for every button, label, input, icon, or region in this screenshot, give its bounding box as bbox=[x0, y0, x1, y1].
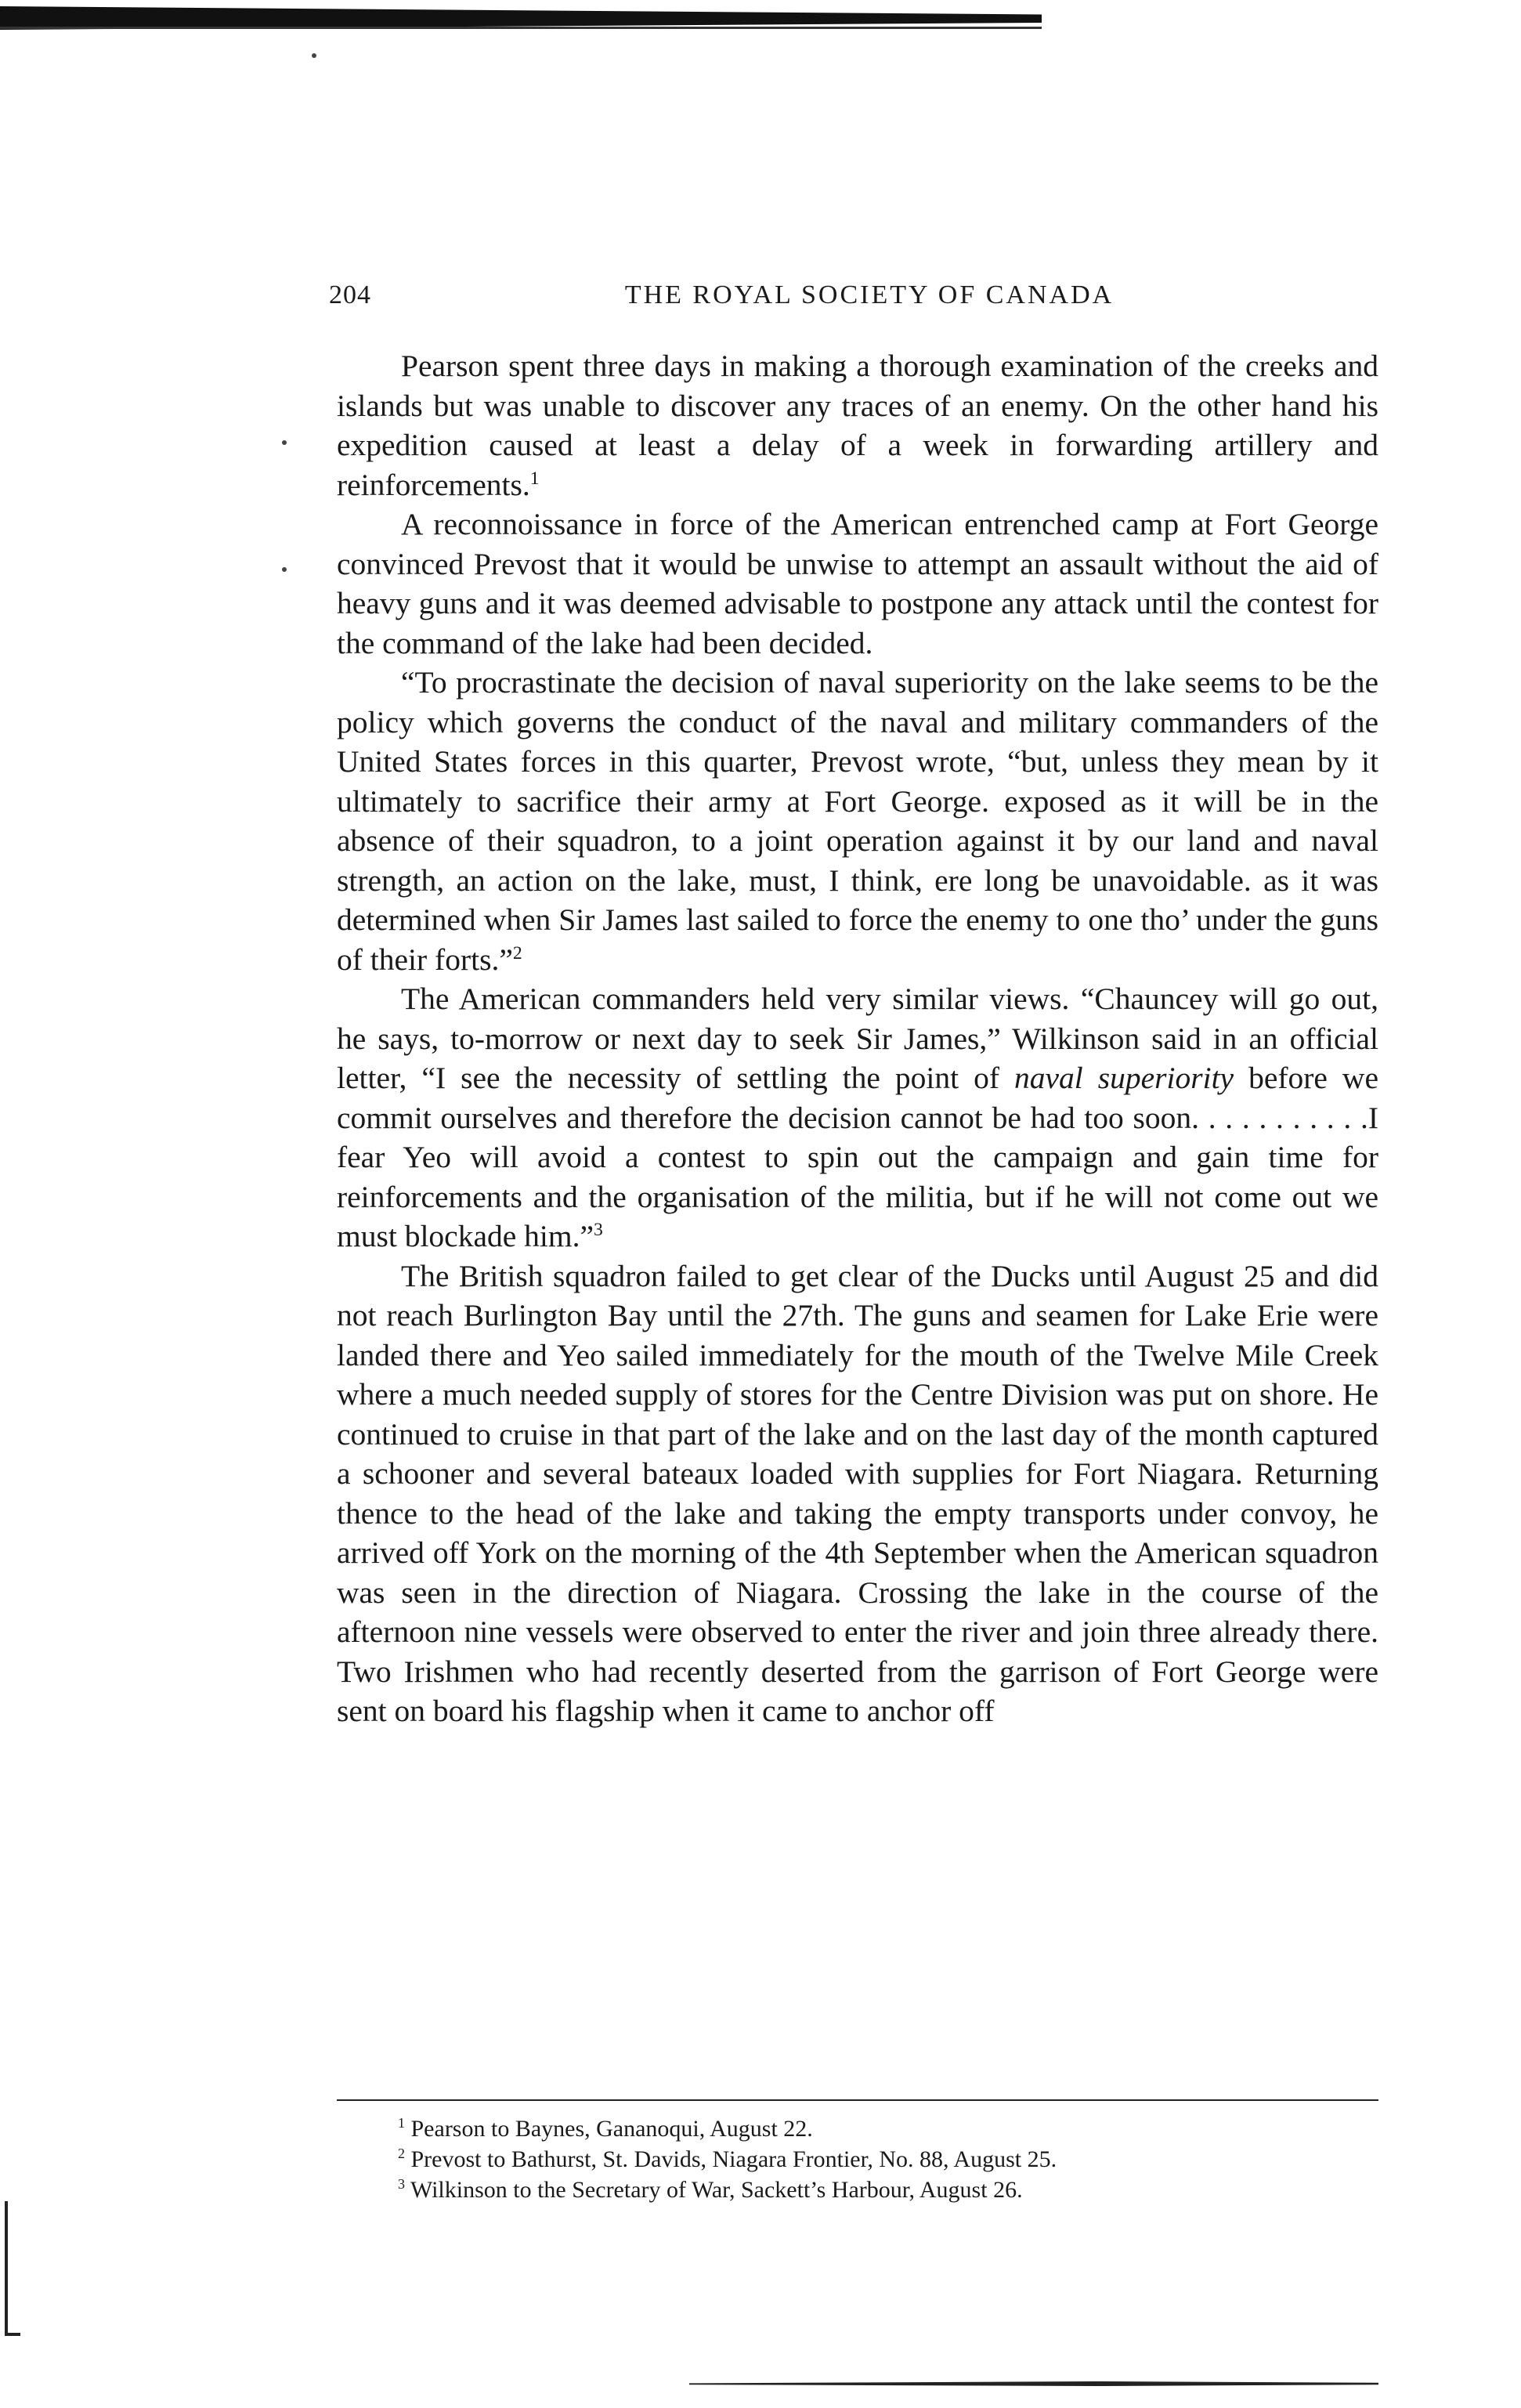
scan-margin-mark bbox=[5, 2201, 8, 2334]
body-text bbox=[337, 346, 1378, 1731]
footnote-ref: 2 bbox=[512, 942, 522, 964]
paragraph-text: The American commanders held very similar views. “Chauncey will go out, he says, to-morrow or next day to seek Sir James,” Wilkinson said in an official letter, “I see the necessity of settling the point of naval superiority before we commit ourselves and therefore the decision cannot be had too soon. . . . . . . . . . .I fear Yeo will avoid a contest to spin out the campaign and gain time for reinforcements and the organisation of the militia, but if he will not come out we must blockade him.” bbox=[337, 982, 1378, 1253]
paragraph bbox=[337, 504, 1378, 663]
footnote bbox=[398, 2113, 1377, 2144]
footnote-marker: 1 bbox=[398, 2115, 405, 2131]
scan-margin-tick bbox=[5, 2333, 20, 2336]
paragraph bbox=[337, 346, 1378, 504]
paragraph-text: Pearson spent three days in making a thorough examination of the creeks and islands but was unable to discover any traces of an enemy. On the other hand his expedition caused at least a delay of a week in forwarding artillery and reinforcements. bbox=[337, 349, 1378, 502]
footnote-marker: 2 bbox=[398, 2146, 405, 2161]
scan-bottom-rule bbox=[689, 2381, 1378, 2386]
paragraph bbox=[337, 979, 1378, 1256]
footnote bbox=[398, 2144, 1377, 2175]
footnote-rule bbox=[337, 2099, 1378, 2101]
paragraph-text: The British squadron failed to get clear of the Ducks until August 25 and did not reach Burlington Bay until the 27th. The guns and seamen for Lake Erie were landed there and Yeo sailed immediately for the mouth of the Twelve Mile Creek where a much needed supply of stores for the Centre Division was put on shore. He continued to cruise in that part of the lake and on the last day of the month captured a schooner and several bateaux loaded with supplies for Fort Niagara. Returning thence to the head of the lake and taking the empty transports under convoy, he arrived off York on the morning of the 4th September when the American squadron was seen in the direction of Niagara. Crossing the lake in the course of the afternoon nine vessels were observed to enter the river and join three already there. Two Irishmen who had recently deserted from the garrison of Fort George were sent on board his flagship when it came to anchor off bbox=[337, 1258, 1378, 1728]
footnotes bbox=[398, 2113, 1377, 2205]
footnote-ref: 3 bbox=[594, 1219, 603, 1240]
scan-speck bbox=[282, 440, 287, 445]
footnote-text: Pearson to Baynes, Gananoqui, August 22. bbox=[410, 2116, 813, 2142]
scan-speck bbox=[282, 567, 287, 572]
page-header bbox=[329, 280, 1410, 320]
paragraph-text: A reconnoissance in force of the American entrenched camp at Fort George convinced Prevost that it would be unwise to attempt an assault without the aid of heavy guns and it was deemed advisable to postpone any attack until the contest for the command of the lake had been decided. bbox=[337, 507, 1378, 660]
footnote-marker: 3 bbox=[398, 2176, 405, 2192]
footnote-text: Wilkinson to the Secretary of War, Sackett’s Harbour, August 26. bbox=[410, 2177, 1023, 2203]
paragraph-text: “To procrastinate the decision of naval superiority on the lake seems to be the policy which governs the conduct of the naval and military commanders of the United States forces in this quarter, Prevost wrote, “but, unless they mean by it ultimately to sacrifice their army at Fort George. exposed as it will be in the absence of their squadron, to a joint operation against it by our land and naval strength, an action on the lake, must, I think, ere long be unavoidable. as it was determined when Sir James last sailed to force the enemy to one tho’ under the guns of their forts.” bbox=[337, 665, 1378, 977]
footnote-text: Prevost to Bathurst, St. Davids, Niagara Frontier, No. 88, August 25. bbox=[410, 2146, 1057, 2172]
paragraph bbox=[337, 663, 1378, 979]
scan-edge-line bbox=[0, 27, 1042, 29]
emphasized-phrase: naval superiority bbox=[1014, 1061, 1234, 1095]
scan-speck bbox=[312, 53, 316, 58]
paragraph bbox=[337, 1256, 1378, 1731]
page-number: 204 bbox=[329, 280, 371, 309]
running-title: THE ROYAL SOCIETY OF CANADA bbox=[624, 280, 1115, 309]
footnote-ref: 1 bbox=[529, 468, 540, 489]
footnote bbox=[398, 2175, 1377, 2205]
